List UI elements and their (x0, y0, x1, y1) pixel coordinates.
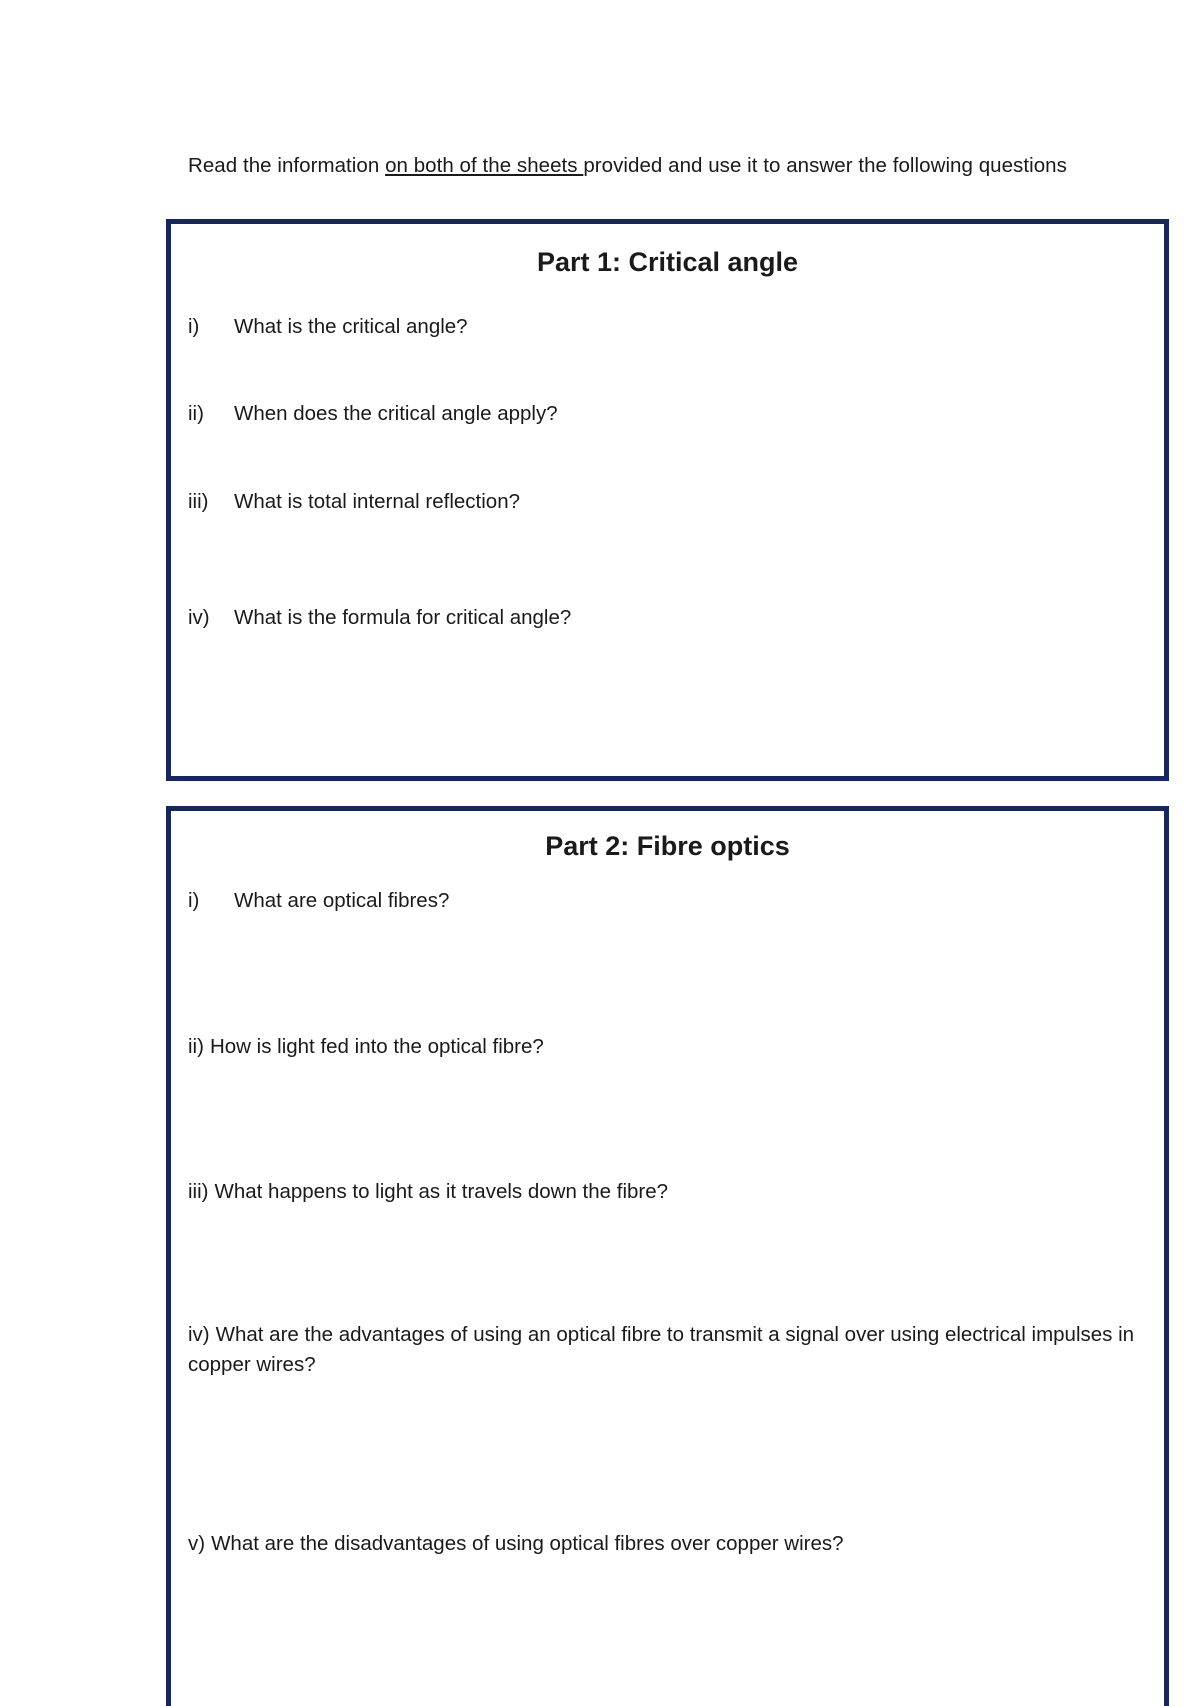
part-2-question-5 (188, 1532, 844, 1556)
question-text: What are optical fibres? (234, 889, 450, 912)
instructions-emphasis: on both of the sheets (385, 154, 584, 177)
question-number: iv) (188, 606, 210, 629)
part-2-question-2 (188, 1035, 544, 1059)
part-1-question-3 (188, 490, 520, 514)
question-text: What is the critical angle? (234, 315, 468, 338)
question-text: When does the critical angle apply? (234, 402, 558, 425)
question-number: iii) (188, 1180, 209, 1203)
instructions (188, 154, 1067, 178)
question-text: What are the disadvantages of using optical fibres over copper wires? (211, 1532, 844, 1555)
part-2-title: Part 2: Fibre optics (545, 831, 790, 861)
question-text: What are the advantages of using an optical fibre to transmit a signal over using electrical impulses in copper wires? (188, 1323, 1135, 1376)
question-number: ii) (188, 402, 204, 425)
part-2-question-4 (188, 1320, 1148, 1380)
part-1-title: Part 1: Critical angle (536, 247, 799, 277)
question-number: v) (188, 1532, 206, 1555)
part-1-question-1 (188, 315, 468, 339)
question-number: i) (188, 889, 200, 912)
part-1-box (166, 219, 1169, 781)
part-1-question-4 (188, 606, 571, 630)
part-2-question-3 (188, 1180, 668, 1204)
question-number: ii) (188, 1035, 204, 1058)
question-number: i) (188, 315, 200, 338)
part-1-question-2 (188, 402, 558, 426)
part-2-box (166, 806, 1169, 1706)
question-text: How is light fed into the optical fibre? (209, 1035, 544, 1058)
instructions-text-start: Read the information (188, 154, 386, 177)
question-text: What is total internal reflection? (234, 490, 520, 513)
question-text: What is the formula for critical angle? (234, 606, 572, 629)
question-number: iv) (188, 1323, 210, 1346)
question-number: iii) (188, 490, 209, 513)
question-text: What happens to light as it travels down the fibre? (214, 1180, 669, 1203)
instructions-text-end: provided and use it to answer the following questions (583, 154, 1067, 177)
part-2-question-1 (188, 889, 449, 913)
